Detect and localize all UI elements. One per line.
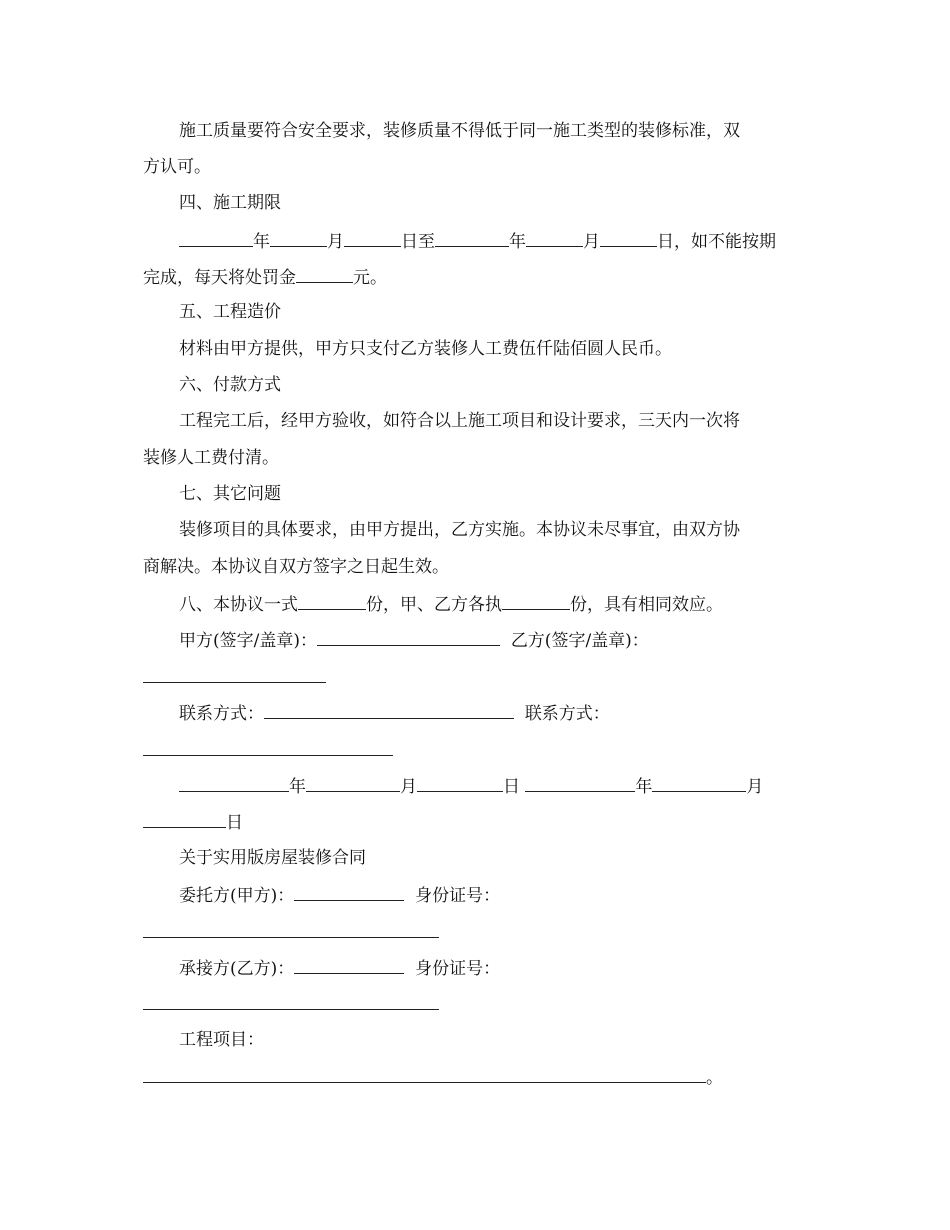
year-label: 年 (289, 777, 306, 797)
blank-end-month (526, 229, 583, 247)
year-label: 年 (509, 232, 526, 252)
section-heading-construction-period: 四、施工期限 (179, 193, 281, 213)
day-label: 日 (226, 813, 243, 833)
party-b-contact-label: 联系方式： (524, 704, 610, 724)
blank-start-year (179, 229, 253, 247)
day-delay-label: 日，如不能按期 (657, 232, 776, 252)
signature-line (179, 628, 839, 652)
copies-each-text: 份，甲、乙方各执 (366, 595, 502, 615)
day-to-label: 日至 (401, 232, 435, 252)
penalty-text: 完成，每天将处罚金 (143, 268, 296, 288)
section-heading-payment: 六、付款方式 (179, 375, 281, 395)
day-label: 日 (503, 777, 520, 797)
paragraph-payment-line-2: 装修人工费付清。 (143, 448, 279, 468)
blank-start-month (270, 229, 327, 247)
contractor-id-continuation (143, 992, 803, 1016)
client-id-continuation (143, 920, 803, 944)
project-blank (143, 1065, 706, 1083)
date-line (179, 774, 839, 798)
blank-a-day (417, 774, 503, 792)
year-label: 年 (253, 232, 270, 252)
paragraph-other-line-1: 装修项目的具体要求，由甲方提出，乙方实施。本协议未尽事宜，由双方协 (179, 520, 740, 540)
project-continuation (143, 1065, 803, 1089)
client-line (179, 883, 839, 907)
blank-a-month (306, 774, 400, 792)
copies-effect-text: 份，具有相同效应。 (570, 595, 723, 615)
copies-line (179, 592, 839, 616)
party-b-signature-blank (143, 665, 326, 683)
month-label: 月 (400, 777, 417, 797)
party-a-contact-blank (264, 701, 514, 719)
contractor-line (179, 956, 839, 980)
client-id-blank (143, 920, 439, 938)
contractor-id-blank (143, 992, 439, 1010)
signature-continuation (143, 665, 803, 689)
client-id-label: 身份证号： (415, 886, 501, 906)
month-label: 月 (583, 232, 600, 252)
construction-period-date-line (179, 229, 839, 253)
paragraph-quality-line-2: 方认可。 (143, 157, 211, 177)
year-label: 年 (635, 777, 653, 797)
date-continuation (143, 810, 803, 834)
blank-b-month (652, 774, 746, 792)
blank-copies-total (298, 592, 366, 610)
blank-copies-each (502, 592, 570, 610)
contractor-name-blank (294, 956, 404, 974)
paragraph-other-line-2: 商解决。本协议自双方签字之日起生效。 (143, 557, 449, 577)
penalty-unit: 元。 (353, 268, 387, 288)
copies-text: 八、本协议一式 (179, 595, 298, 615)
contact-continuation (143, 738, 803, 762)
section-heading-price: 五、工程造价 (179, 302, 281, 322)
blank-penalty-amount (296, 265, 353, 283)
contractor-id-label: 身份证号： (415, 959, 501, 979)
blank-a-year (179, 774, 289, 792)
month-label: 月 (746, 777, 764, 797)
party-b-signature-label: 乙方(签字/盖章)： (510, 631, 649, 651)
client-label: 委托方(甲方)： (179, 886, 295, 906)
document-title-2: 关于实用版房屋装修合同 (179, 848, 366, 868)
period-mark: 。 (706, 1068, 723, 1088)
project-label: 工程项目： (179, 1030, 264, 1050)
party-b-contact-blank (143, 738, 393, 756)
party-a-signature-blank (317, 628, 500, 646)
client-name-blank (294, 883, 404, 901)
blank-b-year (525, 774, 635, 792)
party-a-contact-label: 联系方式： (179, 704, 264, 724)
blank-end-year (435, 229, 509, 247)
month-label: 月 (327, 232, 344, 252)
contractor-label: 承接方(乙方)： (179, 959, 295, 979)
paragraph-quality-line-1: 施工质量要符合安全要求，装修质量不得低于同一施工类型的装修标准，双 (179, 121, 740, 141)
penalty-line (143, 265, 803, 289)
section-heading-other: 七、其它问题 (179, 484, 281, 504)
blank-start-day (344, 229, 401, 247)
blank-end-day (600, 229, 657, 247)
paragraph-payment-line-1: 工程完工后，经甲方验收，如符合以上施工项目和设计要求，三天内一次将 (179, 411, 740, 431)
contact-line (179, 701, 839, 725)
paragraph-price: 材料由甲方提供，甲方只支付乙方装修人工费伍仟陆佰圆人民币。 (179, 339, 672, 359)
party-a-signature-label: 甲方(签字/盖章)： (179, 631, 317, 651)
blank-b-day (143, 810, 226, 828)
